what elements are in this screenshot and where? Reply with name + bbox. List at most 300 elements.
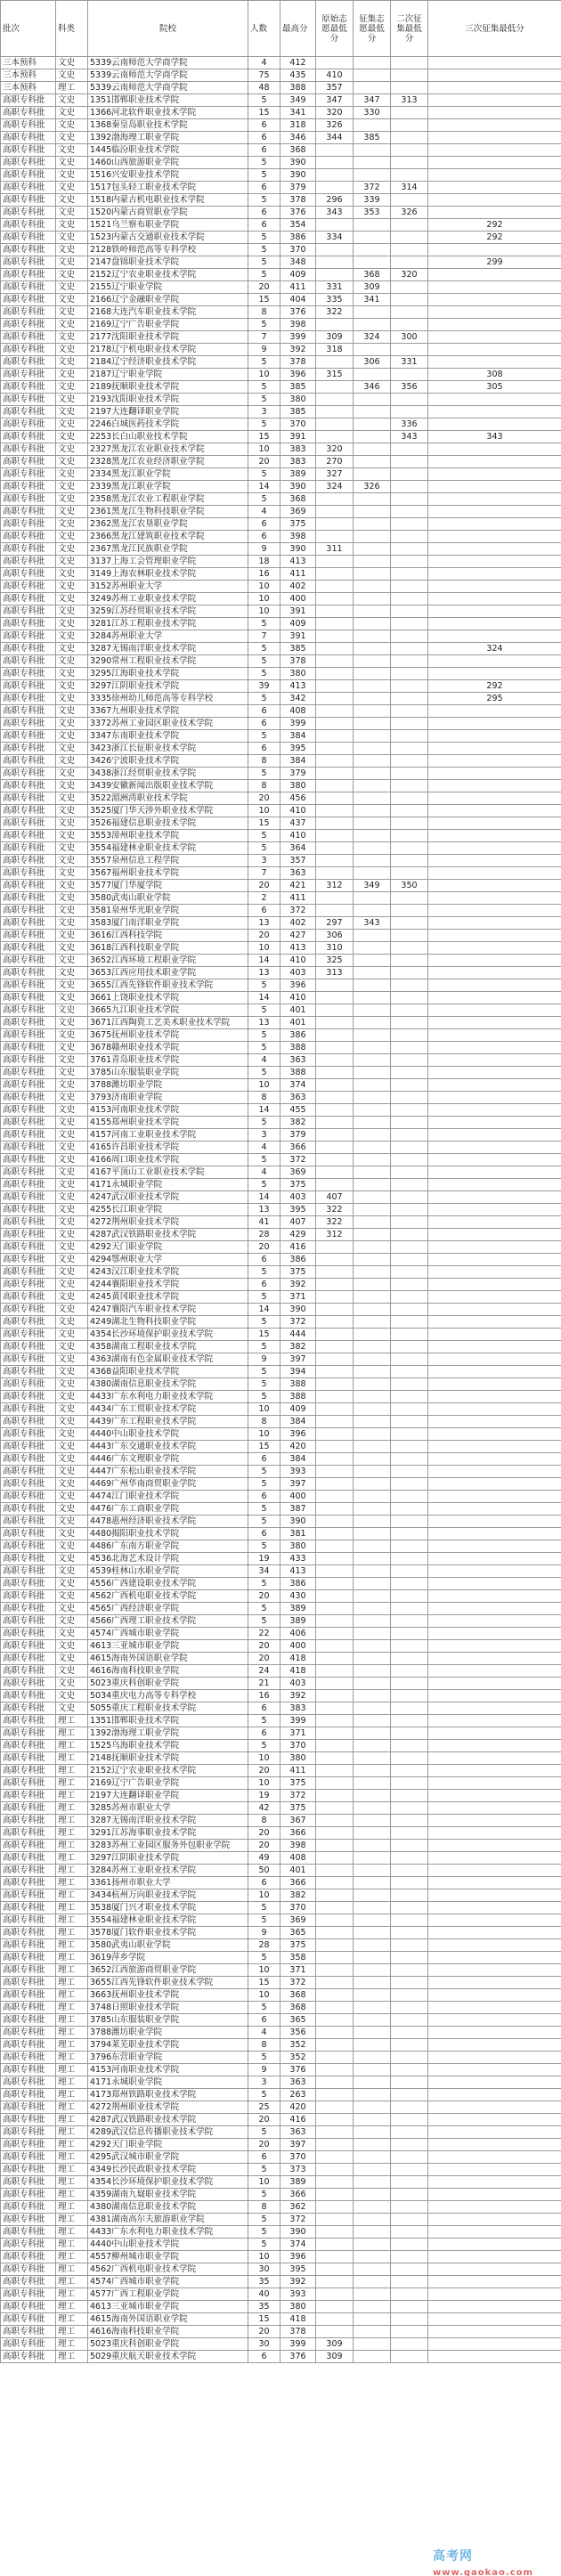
cell-subject: 文史: [56, 830, 88, 842]
cell-school: 3557泉州信息工程学院: [88, 855, 248, 867]
cell-batch: 高职专科批: [1, 1665, 56, 1678]
cell-school: 3580武夷山职业学院: [88, 892, 248, 905]
cell-second: [391, 518, 428, 531]
cell-subject: 理工: [56, 2301, 88, 2313]
table-row: [1, 207, 561, 219]
cell-batch: 高职专科批: [1, 568, 56, 581]
cell-second: [391, 369, 428, 381]
table-row: [1, 506, 561, 518]
cell-max: 363: [280, 2076, 316, 2089]
table-row: [1, 169, 561, 182]
table-row: [1, 1316, 561, 1329]
table-row: [1, 481, 561, 493]
cell-school: 4486广东南方职业学院: [88, 1540, 248, 1553]
cell-max: 410: [280, 992, 316, 1004]
cell-school: 3287无锡南洋职业技术学院: [88, 643, 248, 655]
table-row: [1, 1092, 561, 1104]
cell-third: [428, 1403, 561, 1416]
cell-collect: [354, 1154, 391, 1166]
cell-school: 4157河南工业职业技术学院: [88, 1129, 248, 1142]
cell-third: [428, 456, 561, 468]
cell-subject: 理工: [56, 1827, 88, 1840]
cell-school: 2361黑龙江生物科技职业学院: [88, 506, 248, 518]
cell-batch: 高职专科批: [1, 2101, 56, 2114]
cell-subject: 文史: [56, 730, 88, 743]
cell-max: 411: [280, 568, 316, 581]
cell-orig: [316, 1341, 354, 1353]
cell-collect: [354, 780, 391, 792]
cell-orig: [316, 1353, 354, 1366]
cell-orig: [316, 2002, 354, 2014]
cell-third: [428, 2276, 561, 2288]
cell-third: [428, 2151, 561, 2164]
cell-school: 5055重庆工程职业技术学院: [88, 1702, 248, 1715]
cell-orig: [316, 2114, 354, 2126]
cell-second: [391, 1702, 428, 1715]
cell-batch: 高职专科批: [1, 1216, 56, 1229]
cell-batch: 高职专科批: [1, 1316, 56, 1329]
cell-max: 416: [280, 1241, 316, 1254]
cell-batch: 高职专科批: [1, 1004, 56, 1017]
cell-orig: [316, 842, 354, 855]
cell-second: [391, 1004, 428, 1017]
cell-orig: [316, 1017, 354, 1029]
cell-orig: 320: [316, 443, 354, 456]
cell-school: 5339云南师范大学商学院: [88, 57, 248, 69]
table-row: [1, 1628, 561, 1640]
cell-max: 370: [280, 2151, 316, 2164]
cell-second: [391, 1254, 428, 1266]
cell-third: [428, 57, 561, 69]
cell-third: [428, 506, 561, 518]
cell-collect: [354, 1590, 391, 1603]
cell-school: 3423浙江长征职业技术学院: [88, 743, 248, 755]
cell-school: 3284苏州工业职业技术学院: [88, 1865, 248, 1877]
cell-max: 396: [280, 1428, 316, 1441]
cell-max: 369: [280, 1914, 316, 1927]
cell-school: 4478惠州经济职业技术学院: [88, 1516, 248, 1528]
cell-batch: 高职专科批: [1, 1179, 56, 1191]
cell-orig: [316, 2064, 354, 2076]
cell-batch: 高职专科批: [1, 1341, 56, 1353]
cell-batch: 高职专科批: [1, 1952, 56, 1964]
cell-max: 396: [280, 2251, 316, 2263]
cell-third: [428, 1391, 561, 1403]
header-original-min: 原始志愿最低分: [316, 1, 354, 57]
header-third-min: 三次征集最低分: [428, 1, 561, 57]
cell-max: 389: [280, 1615, 316, 1628]
cell-orig: [316, 182, 354, 194]
cell-collect: [354, 655, 391, 668]
cell-batch: 高职专科批: [1, 805, 56, 817]
cell-third: [428, 2039, 561, 2052]
cell-collect: [354, 1391, 391, 1403]
cell-second: [391, 1914, 428, 1927]
cell-orig: 327: [316, 468, 354, 481]
cell-subject: 理工: [56, 1927, 88, 1939]
cell-third: [428, 2226, 561, 2239]
cell-batch: 高职专科批: [1, 1104, 56, 1117]
cell-school: 4446广东文理职业学院: [88, 1453, 248, 1466]
cell-batch: 高职专科批: [1, 107, 56, 119]
cell-max: 364: [280, 842, 316, 855]
cell-third: [428, 880, 561, 892]
cell-batch: 高职专科批: [1, 481, 56, 493]
cell-second: [391, 1341, 428, 1353]
cell-second: 320: [391, 269, 428, 281]
cell-subject: 文史: [56, 256, 88, 269]
cell-batch: 高职专科批: [1, 817, 56, 830]
cell-batch: 高职专科批: [1, 1715, 56, 1727]
table-row: [1, 1952, 561, 1964]
cell-orig: 270: [316, 456, 354, 468]
cell-subject: 文史: [56, 855, 88, 867]
cell-second: [391, 693, 428, 705]
cell-subject: 文史: [56, 1166, 88, 1179]
cell-batch: 三本预科: [1, 82, 56, 94]
cell-batch: 高职专科批: [1, 1653, 56, 1665]
cell-count: 5: [248, 668, 280, 680]
cell-third: 292: [428, 232, 561, 244]
cell-max: 408: [280, 1852, 316, 1865]
cell-school: 3748日照职业技术学院: [88, 2002, 248, 2014]
cell-collect: [354, 867, 391, 880]
cell-count: 3: [248, 1129, 280, 1142]
cell-max: 376: [280, 2351, 316, 2363]
table-row: [1, 1266, 561, 1279]
table-row: [1, 1129, 561, 1142]
cell-second: 300: [391, 331, 428, 344]
cell-max: 398: [280, 319, 316, 331]
table-row: [1, 1067, 561, 1079]
cell-school: 3439安徽新闻出版职业技术学院: [88, 780, 248, 792]
cell-orig: [316, 2139, 354, 2151]
cell-collect: [354, 1067, 391, 1079]
cell-batch: 高职专科批: [1, 1503, 56, 1516]
cell-max: 393: [280, 1466, 316, 1478]
cell-orig: [316, 1428, 354, 1441]
cell-orig: [316, 618, 354, 630]
cell-third: [428, 1142, 561, 1154]
cell-collect: [354, 232, 391, 244]
cell-orig: [316, 1067, 354, 1079]
cell-second: [391, 2126, 428, 2139]
cell-subject: 文史: [56, 281, 88, 294]
cell-batch: 高职专科批: [1, 381, 56, 394]
cell-collect: [354, 394, 391, 406]
cell-max: 410: [280, 955, 316, 967]
table-row: [1, 331, 561, 344]
cell-subject: 理工: [56, 1964, 88, 1977]
cell-third: [428, 1877, 561, 1889]
cell-third: [428, 2338, 561, 2351]
cell-max: 378: [280, 2326, 316, 2338]
cell-batch: 高职专科批: [1, 1403, 56, 1416]
cell-collect: [354, 1191, 391, 1204]
cell-subject: 文史: [56, 1491, 88, 1503]
cell-batch: 高职专科批: [1, 1840, 56, 1852]
cell-count: 6: [248, 2014, 280, 2027]
cell-batch: 高职专科批: [1, 1129, 56, 1142]
cell-subject: 文史: [56, 1590, 88, 1603]
cell-second: [391, 1827, 428, 1840]
cell-second: [391, 593, 428, 605]
cell-max: 392: [280, 1279, 316, 1291]
cell-count: 5: [248, 1603, 280, 1615]
cell-orig: [316, 1777, 354, 1790]
cell-max: 400: [280, 1491, 316, 1503]
cell-school: 4480揭阳职业技术学院: [88, 1528, 248, 1540]
cell-school: 1392渤海理工职业学院: [88, 132, 248, 144]
cell-subject: 理工: [56, 2027, 88, 2039]
cell-second: [391, 1229, 428, 1241]
cell-school: 4615海南外国语职业学院: [88, 2313, 248, 2326]
cell-batch: 高职专科批: [1, 2052, 56, 2064]
cell-second: [391, 1017, 428, 1029]
cell-second: [391, 992, 428, 1004]
cell-collect: 349: [354, 880, 391, 892]
cell-third: [428, 1329, 561, 1341]
cell-orig: [316, 244, 354, 256]
cell-subject: 文史: [56, 1104, 88, 1117]
cell-max: 349: [280, 94, 316, 107]
cell-second: [391, 1466, 428, 1478]
cell-subject: 理工: [56, 1977, 88, 1989]
cell-school: 3796东营职业学院: [88, 2052, 248, 2064]
cell-max: 369: [280, 506, 316, 518]
cell-second: [391, 1815, 428, 1827]
cell-batch: 高职专科批: [1, 605, 56, 618]
cell-subject: 文史: [56, 369, 88, 381]
table-row: [1, 605, 561, 618]
cell-max: 380: [280, 394, 316, 406]
table-row: [1, 2101, 561, 2114]
cell-third: [428, 830, 561, 842]
cell-max: 388: [280, 82, 316, 94]
cell-school: 2366黑龙江建筑职业技术学院: [88, 531, 248, 543]
cell-collect: [354, 892, 391, 905]
cell-third: [428, 1004, 561, 1017]
cell-max: 368: [280, 1989, 316, 2002]
table-row: [1, 1466, 561, 1478]
cell-batch: 高职专科批: [1, 1428, 56, 1441]
cell-max: 456: [280, 792, 316, 805]
cell-third: [428, 2064, 561, 2076]
cell-batch: 高职专科批: [1, 668, 56, 680]
cell-subject: 理工: [56, 2176, 88, 2189]
cell-subject: 理工: [56, 2164, 88, 2176]
cell-third: [428, 1503, 561, 1516]
cell-max: 358: [280, 1952, 316, 1964]
cell-school: 5023重庆科创职业学院: [88, 2338, 248, 2351]
cell-orig: [316, 581, 354, 593]
cell-orig: 322: [316, 1204, 354, 1216]
cell-max: 391: [280, 431, 316, 443]
cell-collect: [354, 1927, 391, 1939]
cell-orig: [316, 693, 354, 705]
cell-orig: [316, 979, 354, 992]
table-row: [1, 1117, 561, 1129]
cell-orig: 318: [316, 344, 354, 356]
cell-collect: [354, 830, 391, 842]
cell-collect: [354, 593, 391, 605]
cell-subject: 理工: [56, 2002, 88, 2014]
cell-batch: 高职专科批: [1, 1590, 56, 1603]
cell-subject: 文史: [56, 1291, 88, 1304]
cell-second: [391, 1166, 428, 1179]
cell-collect: [354, 1092, 391, 1104]
cell-max: 371: [280, 1291, 316, 1304]
cell-third: [428, 1341, 561, 1353]
cell-max: 395: [280, 743, 316, 755]
cell-third: [428, 581, 561, 593]
cell-batch: 高职专科批: [1, 1042, 56, 1054]
cell-orig: [316, 792, 354, 805]
cell-orig: [316, 356, 354, 369]
cell-orig: [316, 1802, 354, 1815]
cell-third: [428, 556, 561, 568]
cell-school: 2169辽宁广告职业学院: [88, 319, 248, 331]
cell-school: 4439广东工程职业技术学院: [88, 1416, 248, 1428]
table-row: [1, 1216, 561, 1229]
cell-count: 10: [248, 1889, 280, 1902]
cell-second: [391, 2301, 428, 2313]
cell-second: [391, 1640, 428, 1653]
cell-count: 15: [248, 2313, 280, 2326]
cell-third: [428, 1914, 561, 1927]
cell-collect: [354, 1765, 391, 1777]
cell-max: 372: [280, 905, 316, 917]
cell-orig: [316, 730, 354, 743]
cell-count: 6: [248, 1877, 280, 1889]
cell-orig: [316, 1927, 354, 1939]
cell-school: 3281江苏工程职业技术学院: [88, 618, 248, 630]
cell-batch: 高职专科批: [1, 132, 56, 144]
cell-third: [428, 1927, 561, 1939]
cell-collect: [354, 1428, 391, 1441]
cell-school: 5339云南师范大学商学院: [88, 82, 248, 94]
cell-orig: [316, 1478, 354, 1491]
cell-orig: [316, 394, 354, 406]
cell-count: 5: [248, 618, 280, 630]
cell-orig: [316, 718, 354, 730]
cell-collect: [354, 1416, 391, 1428]
cell-batch: 高职专科批: [1, 1092, 56, 1104]
cell-max: 373: [280, 2164, 316, 2176]
cell-collect: 347: [354, 94, 391, 107]
cell-collect: [354, 319, 391, 331]
cell-count: 15: [248, 1329, 280, 1341]
cell-collect: [354, 1403, 391, 1416]
cell-orig: [316, 256, 354, 269]
cell-school: 4616海南科技职业学院: [88, 1665, 248, 1678]
cell-school: 3653江西应用技术职业学院: [88, 967, 248, 979]
cell-second: [391, 1079, 428, 1092]
table-row: [1, 1777, 561, 1790]
cell-second: [391, 2189, 428, 2201]
cell-school: 3137上海工会管理职业学院: [88, 556, 248, 568]
table-row: [1, 1977, 561, 1989]
cell-collect: [354, 992, 391, 1004]
table-row: [1, 867, 561, 880]
cell-third: [428, 1553, 561, 1565]
cell-third: [428, 593, 561, 605]
cell-orig: [316, 780, 354, 792]
table-row: [1, 1540, 561, 1553]
cell-collect: [354, 244, 391, 256]
cell-batch: 高职专科批: [1, 157, 56, 169]
cell-collect: [354, 2052, 391, 2064]
cell-max: 366: [280, 1142, 316, 1154]
cell-count: 5: [248, 269, 280, 281]
table-row: [1, 1254, 561, 1266]
cell-count: 20: [248, 1640, 280, 1653]
cell-school: 3671江西陶瓷工艺美术职业技术学院: [88, 1017, 248, 1029]
cell-orig: [316, 1403, 354, 1416]
cell-school: 4166周口职业技术学院: [88, 1154, 248, 1166]
cell-batch: 高职专科批: [1, 219, 56, 232]
cell-third: [428, 94, 561, 107]
cell-collect: [354, 1715, 391, 1727]
table-row: [1, 69, 561, 82]
cell-orig: 410: [316, 69, 354, 82]
cell-subject: 文史: [56, 1366, 88, 1378]
cell-second: [391, 1989, 428, 2002]
cell-second: [391, 1927, 428, 1939]
cell-count: 20: [248, 1827, 280, 1840]
cell-second: [391, 842, 428, 855]
cell-max: 375: [280, 1939, 316, 1952]
cell-orig: [316, 892, 354, 905]
cell-subject: 文史: [56, 817, 88, 830]
cell-max: 391: [280, 605, 316, 618]
cell-collect: [354, 1266, 391, 1279]
cell-orig: 311: [316, 543, 354, 556]
cell-max: 411: [280, 281, 316, 294]
cell-third: [428, 930, 561, 942]
cell-subject: 文史: [56, 930, 88, 942]
cell-subject: 理工: [56, 2288, 88, 2301]
cell-count: 14: [248, 1304, 280, 1316]
cell-subject: 文史: [56, 568, 88, 581]
cell-max: 369: [280, 1166, 316, 1179]
cell-orig: 326: [316, 119, 354, 132]
cell-subject: 文史: [56, 1403, 88, 1416]
table-row: [1, 805, 561, 817]
cell-second: [391, 1952, 428, 1964]
cell-batch: 高职专科批: [1, 2214, 56, 2226]
cell-school: 4165许昌职业技术学院: [88, 1142, 248, 1154]
table-row: [1, 2239, 561, 2251]
cell-school: 4287武汉铁路职业技术学院: [88, 1229, 248, 1241]
cell-count: 5: [248, 1466, 280, 1478]
cell-second: [391, 1590, 428, 1603]
cell-subject: 理工: [56, 1865, 88, 1877]
cell-subject: 文史: [56, 979, 88, 992]
cell-orig: [316, 1291, 354, 1304]
cell-max: 395: [280, 1204, 316, 1216]
cell-orig: 310: [316, 942, 354, 955]
cell-batch: 高职专科批: [1, 1491, 56, 1503]
cell-third: [428, 1291, 561, 1304]
cell-subject: 文史: [56, 468, 88, 481]
cell-second: [391, 169, 428, 182]
cell-collect: [354, 1241, 391, 1254]
cell-school: 1523内蒙古交通职业技术学院: [88, 232, 248, 244]
cell-collect: [354, 2338, 391, 2351]
cell-count: 5: [248, 1478, 280, 1491]
cell-count: 6: [248, 1528, 280, 1540]
